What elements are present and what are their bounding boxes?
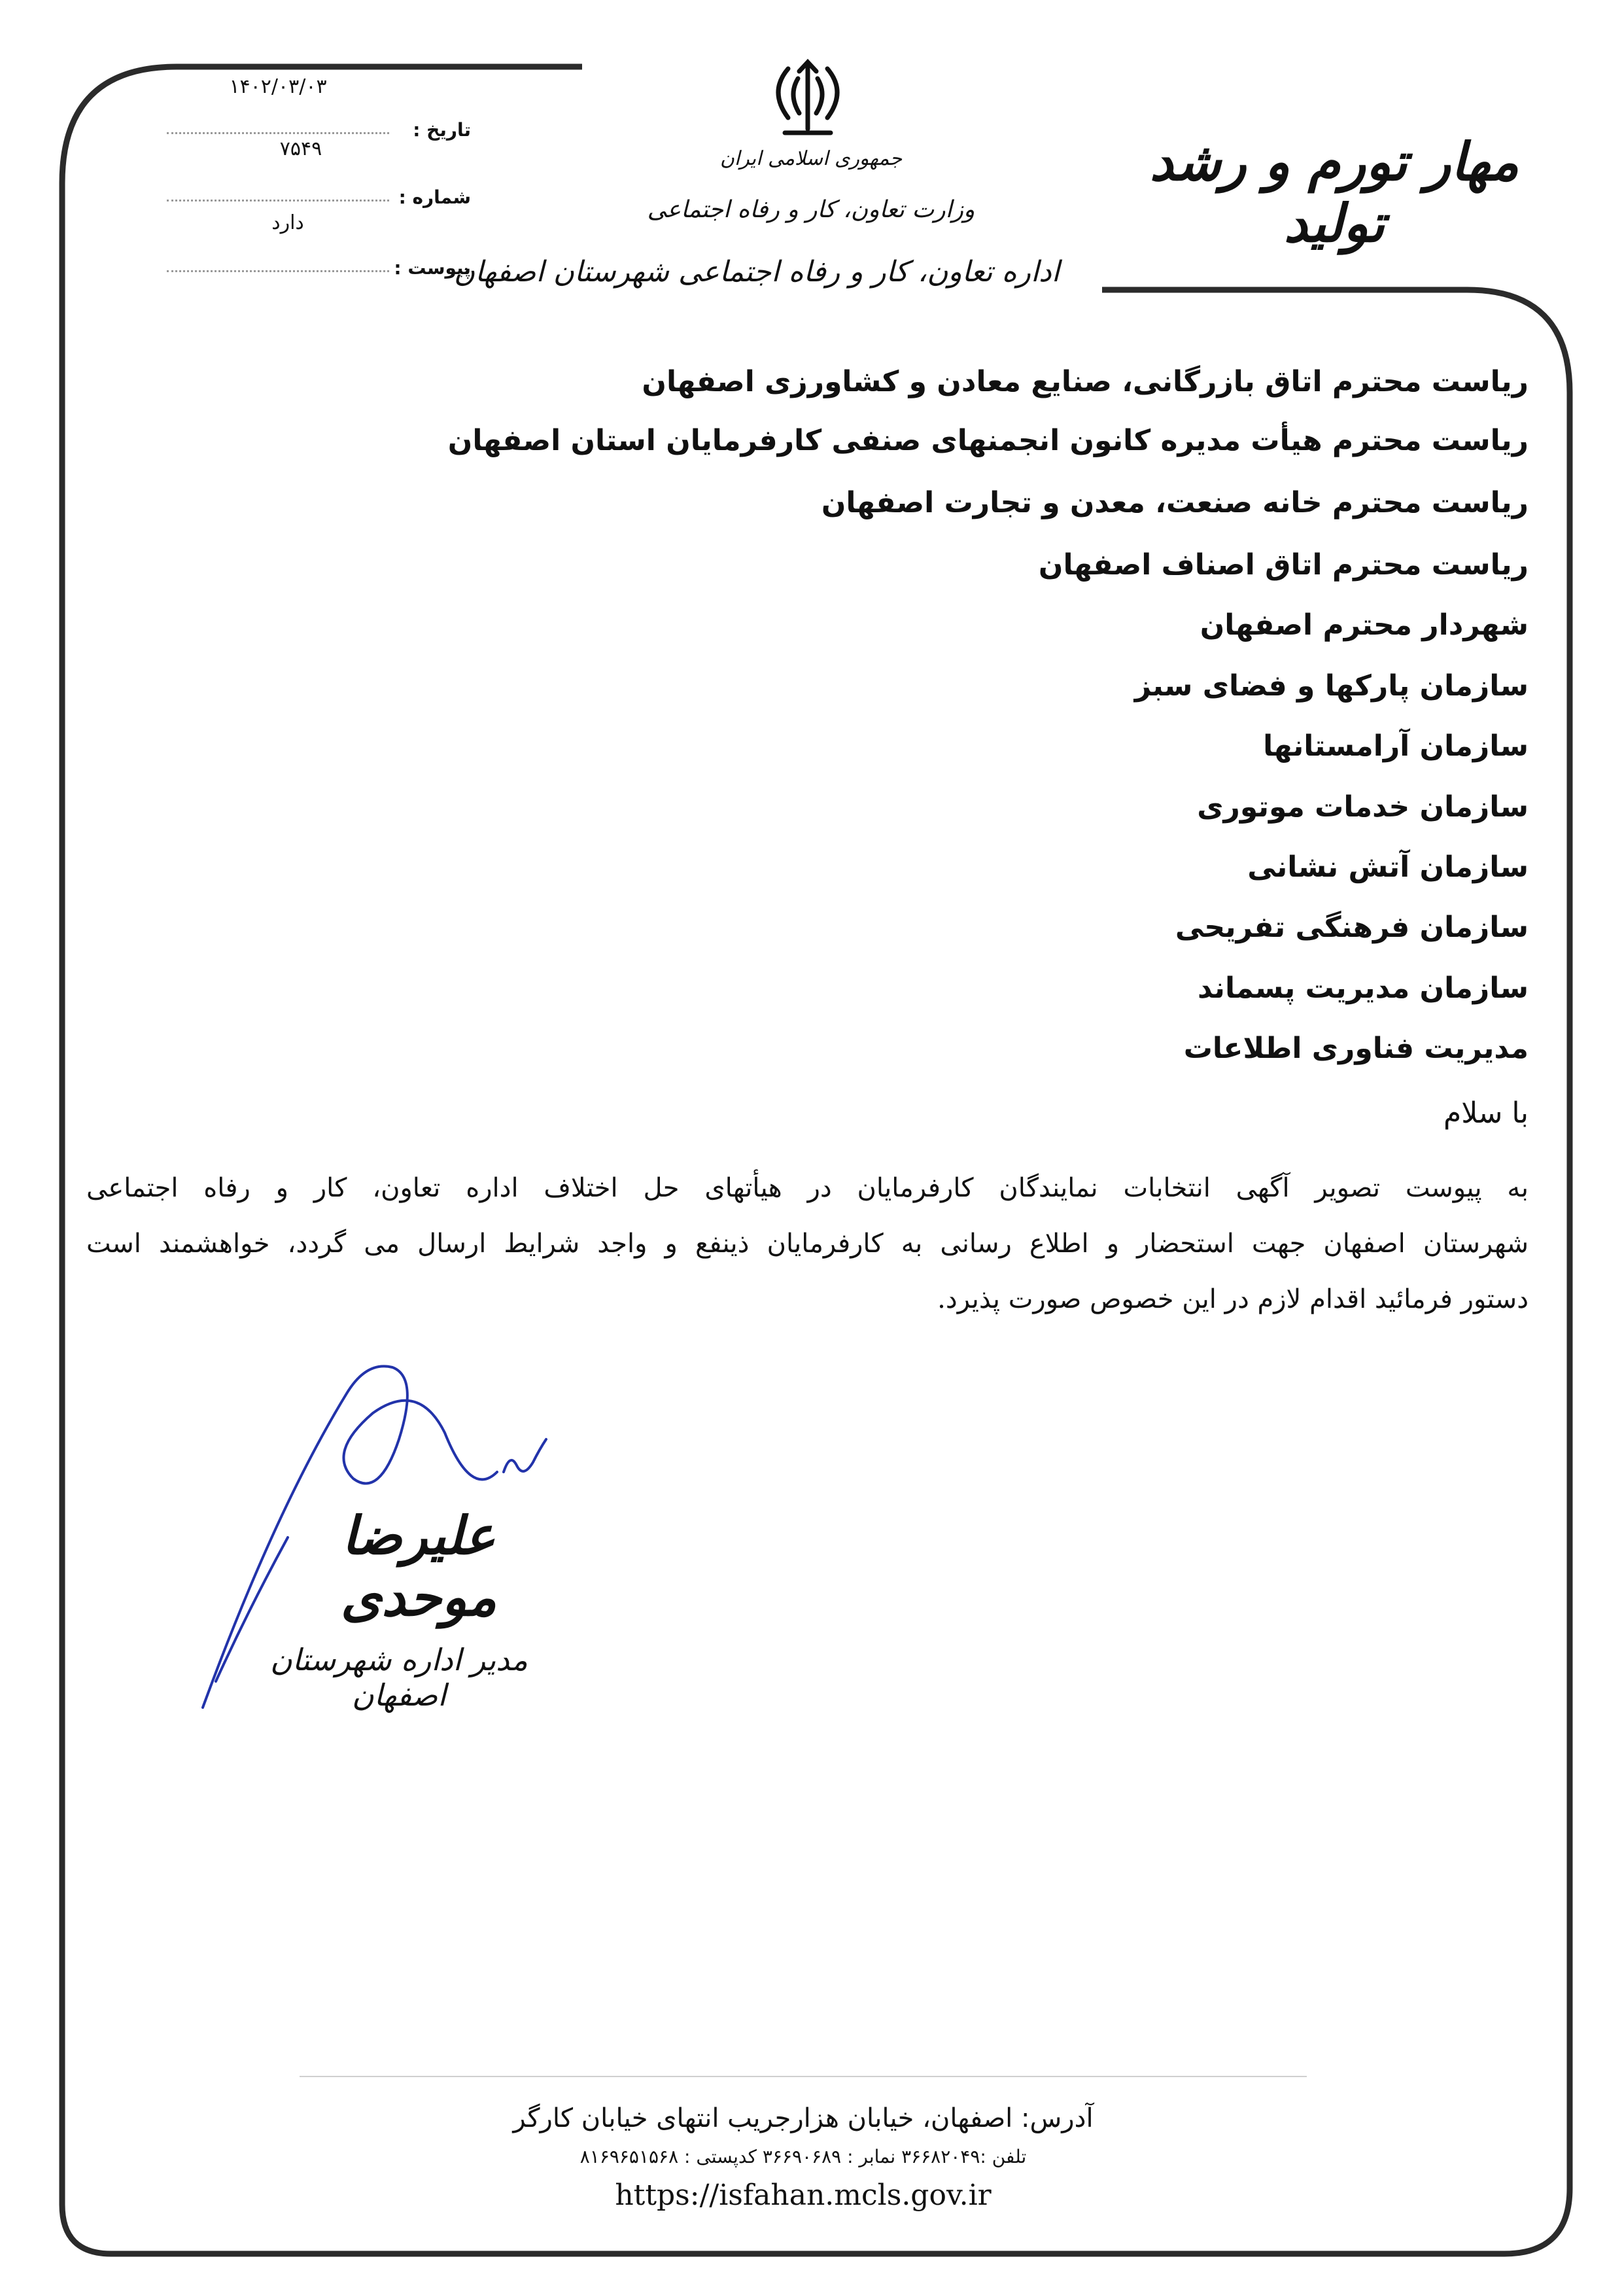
ministry-title: وزارت تعاون، کار و رفاه اجتماعی — [647, 196, 975, 223]
recipient-line: مدیریت فناوری اطلاعات — [1183, 1032, 1529, 1065]
body-line: شهرستان اصفهان جهت استحضار و اطلاع رسانی به کارفرمایان ذینفع و واجد شرایط ارسال می گردد، خواهشمند است — [86, 1229, 1529, 1259]
signatory-name: علیرضا موحدی — [340, 1505, 497, 1628]
office-title: اداره تعاون، کار و رفاه اجتماعی شهرستان اصفهان — [453, 255, 1060, 289]
recipient-line: ریاست محترم خانه صنعت، معدن و تجارت اصفهان — [821, 486, 1529, 519]
footer-url-link[interactable]: https://isfahan.mcls.gov.ir — [615, 2179, 992, 2212]
recipient-line: ریاست محترم اتاق بازرگانی، صنایع معادن و کشاورزی اصفهان — [642, 365, 1529, 398]
recipient-line: سازمان خدمات موتوری — [1197, 790, 1529, 824]
signatory-title: مدیر اداره شهرستان اصفهان — [270, 1642, 528, 1713]
footer-divider — [300, 2076, 1307, 2077]
recipient-line: ریاست محترم اتاق اصناف اصفهان — [1038, 548, 1529, 582]
attachment-label: پیوست : — [394, 257, 471, 279]
attachment-dots — [167, 270, 389, 273]
footer-phone: تلفن :۳۶۶۸۲۰۴۹ نمابر : ۳۶۶۹۰۶۸۹ کدپستی : ۸۱۶۹۶۵۱۵۶۸ — [579, 2146, 1027, 2167]
date-label: تاریخ : — [413, 119, 471, 141]
iran-emblem-icon — [759, 56, 857, 147]
number-value: ۷۵۴۹ — [279, 137, 322, 160]
number-dots — [167, 200, 389, 203]
republic-title: جمهوری اسلامی ایران — [719, 147, 903, 170]
date-dots — [167, 132, 389, 135]
recipient-line: شهردار محترم اصفهان — [1200, 608, 1529, 642]
number-label: شماره : — [398, 186, 471, 208]
body-line: به پیوست تصویر آگهی انتخابات نمایندگان کارفرمایان در هیأتهای حل اختلاف اداره تعاون، کار و رفاه اجتماعی — [86, 1173, 1529, 1203]
recipient-line: ریاست محترم هیأت مدیره کانون انجمنهای صنفی کارفرمایان استان اصفهان — [447, 424, 1529, 457]
recipient-line: سازمان آرامستانها — [1263, 729, 1529, 763]
slogan: مهار تورم و رشد تولید — [1149, 131, 1519, 254]
date-value: ۱۴۰۲/۰۳/۰۳ — [229, 75, 327, 98]
recipient-line: سازمان مدیریت پسماند — [1198, 972, 1529, 1005]
recipient-line: سازمان آتش نشانی — [1247, 850, 1529, 884]
body-line: دستور فرمائید اقدام لازم در این خصوص صورت پذیرد. — [937, 1284, 1529, 1314]
attachment-value: دارد — [271, 211, 304, 234]
footer-address: آدرس: اصفهان، خیابان هزارجریب انتهای خیابان کارگر — [513, 2103, 1094, 2133]
recipient-line: سازمان پارکها و فضای سبز — [1134, 669, 1529, 703]
recipient-line: سازمان فرهنگی تفریحی — [1175, 911, 1529, 944]
greeting: با سلام — [1443, 1096, 1529, 1130]
